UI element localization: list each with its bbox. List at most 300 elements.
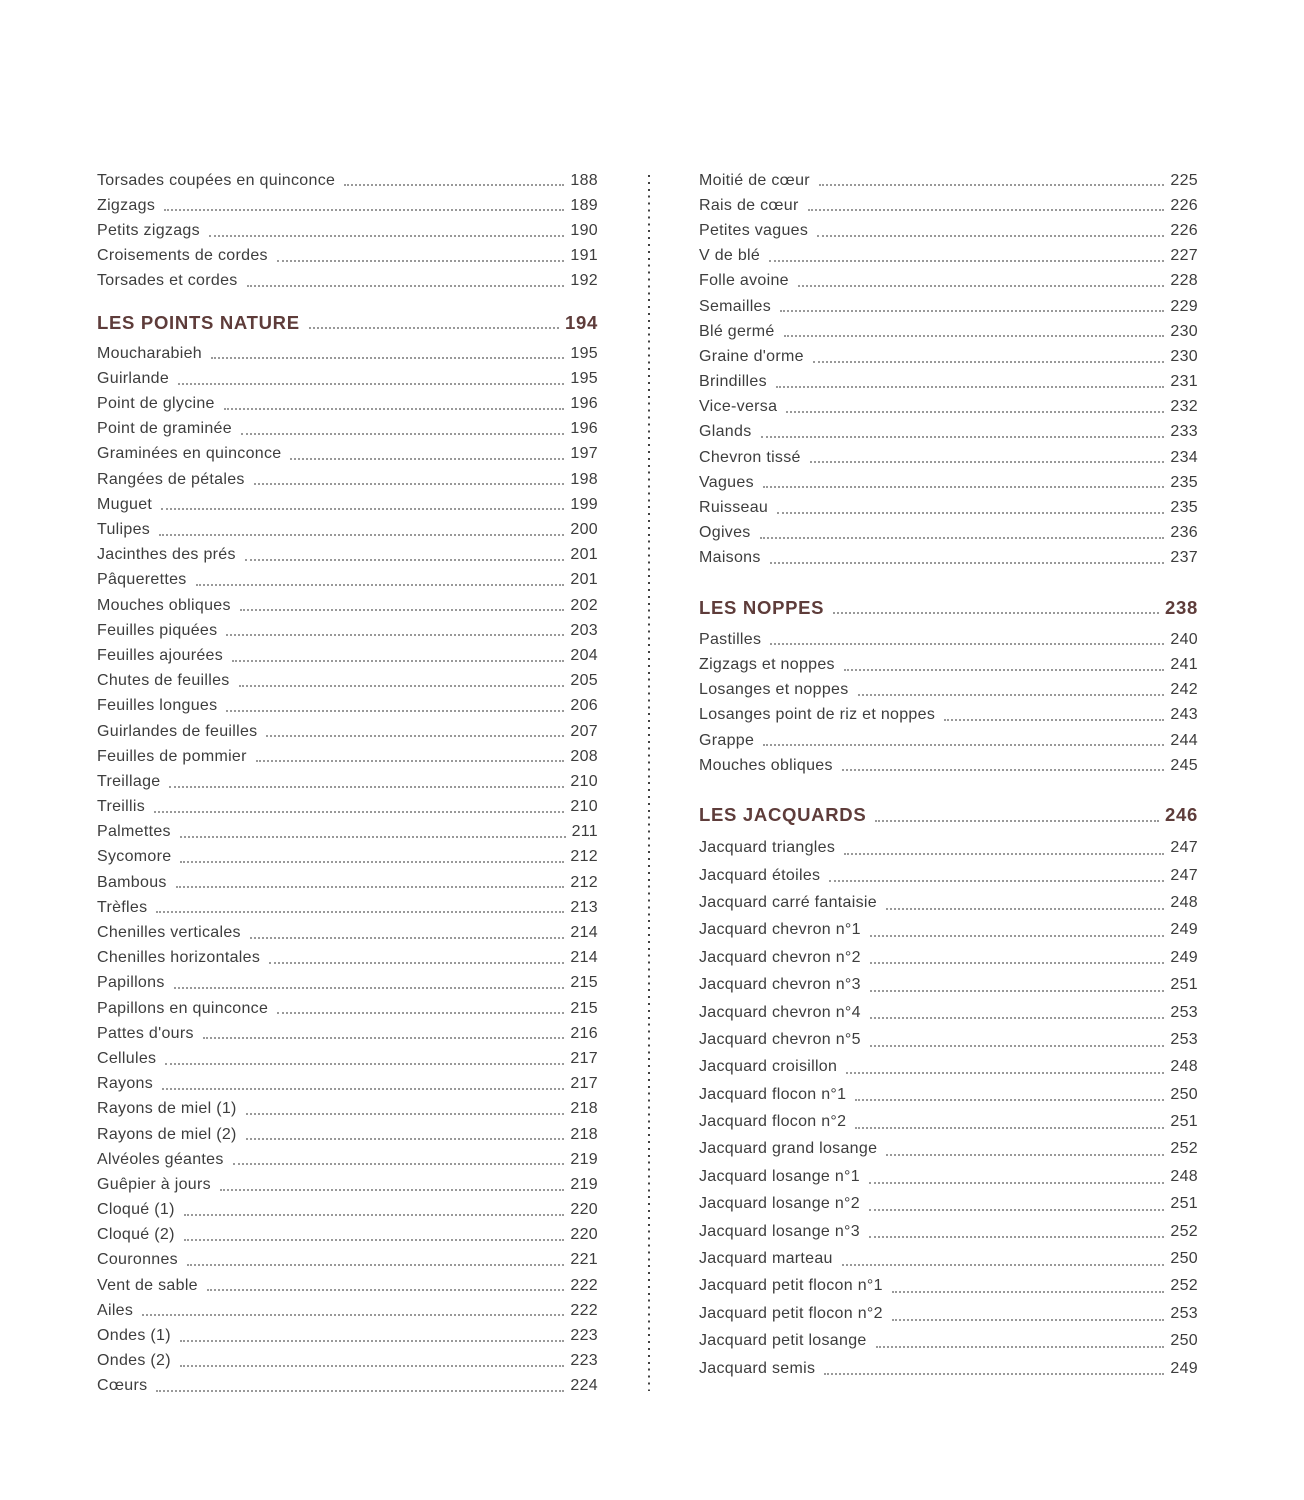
toc-entry <box>699 1273 1198 1300</box>
entry-page-number: 241 <box>1170 655 1198 673</box>
entry-page-number: 228 <box>1170 272 1198 290</box>
entry-label: Treillage <box>97 772 161 790</box>
toc-entry <box>699 971 1198 998</box>
dot-leader <box>180 861 564 863</box>
entry-page-number: 201 <box>570 571 598 589</box>
entry-label: Chevron tissé <box>699 448 801 466</box>
entry-label: Chutes de feuilles <box>97 672 230 690</box>
toc-entry <box>699 835 1198 862</box>
entry-page-number: 219 <box>570 1150 598 1168</box>
toc-entry <box>97 1374 598 1399</box>
entry-page-number: 196 <box>570 395 598 413</box>
entry-label: Maisons <box>699 549 761 567</box>
toc-section <box>97 310 598 1399</box>
toc-entry <box>97 1122 598 1147</box>
entry-label: Jacquard chevron n°1 <box>699 921 861 939</box>
entry-label: Zigzags <box>97 196 156 214</box>
dot-leader <box>870 962 1165 964</box>
entry-label: Cloqué (2) <box>97 1226 175 1244</box>
section-heading-label: LES POINTS NATURE <box>97 311 300 333</box>
entry-label: Grappe <box>699 731 755 749</box>
dot-leader <box>786 411 1164 413</box>
entry-page-number: 223 <box>570 1352 598 1370</box>
entry-label: Croisements de cordes <box>97 247 268 265</box>
dot-leader <box>870 990 1165 992</box>
dot-leader <box>246 1138 565 1140</box>
entry-label: Tulipes <box>97 521 151 539</box>
dot-leader <box>266 735 564 737</box>
toc-entry <box>699 420 1198 445</box>
entry-label: Mouches obliques <box>97 596 231 614</box>
toc-entry <box>97 366 598 391</box>
dot-leader <box>761 436 1165 438</box>
dot-leader <box>344 184 564 186</box>
toc-entry <box>97 1147 598 1172</box>
entry-page-number: 222 <box>570 1276 598 1294</box>
entry-page-number: 204 <box>570 646 598 664</box>
toc-entry <box>97 218 598 243</box>
dot-leader <box>858 694 1165 696</box>
entry-label: Jacquard chevron n°3 <box>699 976 861 994</box>
entry-page-number: 218 <box>570 1125 598 1143</box>
dot-leader <box>187 1264 564 1266</box>
dot-leader <box>239 685 565 687</box>
entry-label: Blé germé <box>699 322 775 340</box>
toc-entry <box>699 1136 1198 1163</box>
dot-leader <box>808 209 1165 211</box>
toc-entry <box>97 618 598 643</box>
dot-leader <box>824 1373 1164 1375</box>
entry-page-number: 217 <box>570 1075 598 1093</box>
toc-entry <box>699 652 1198 677</box>
entry-label: Rangées de pétales <box>97 470 245 488</box>
toc-entry <box>97 392 598 417</box>
entry-label: Bambous <box>97 873 167 891</box>
entry-page-number: 235 <box>1170 499 1198 517</box>
dot-leader <box>161 508 564 510</box>
toc-entry <box>699 1108 1198 1135</box>
entry-page-number: 248 <box>1170 1167 1198 1185</box>
toc-entry <box>97 1273 598 1298</box>
toc-entry <box>97 417 598 442</box>
dot-leader <box>176 886 565 888</box>
dot-leader <box>277 1012 564 1014</box>
entry-page-number: 223 <box>570 1327 598 1345</box>
toc-column-right <box>699 168 1198 1382</box>
entry-label: Papillons <box>97 974 165 992</box>
entry-page-number: 232 <box>1170 398 1198 416</box>
entry-label: Pâquerettes <box>97 571 187 589</box>
entry-label: Feuilles ajourées <box>97 646 224 664</box>
entry-label: Papillons en quinconce <box>97 999 269 1017</box>
dot-leader <box>142 1314 564 1316</box>
entry-page-number: 216 <box>570 1024 598 1042</box>
dot-leader <box>869 1236 1164 1238</box>
toc-entry <box>699 1026 1198 1053</box>
toc-section-heading <box>699 595 1198 620</box>
dot-leader <box>842 1264 1165 1266</box>
entry-label: Jacquard semis <box>699 1359 816 1377</box>
toc-entry <box>699 1054 1198 1081</box>
toc-entry <box>699 1355 1198 1382</box>
dot-leader <box>240 609 565 611</box>
dot-leader <box>156 911 564 913</box>
entry-label: Feuilles longues <box>97 697 218 715</box>
dot-leader <box>844 853 1164 855</box>
entry-page-number: 195 <box>570 344 598 362</box>
section-heading-page-number: 246 <box>1165 803 1198 825</box>
entry-label: Jacquard étoiles <box>699 866 821 884</box>
entry-page-number: 215 <box>570 974 598 992</box>
entry-label: Mouches obliques <box>699 756 833 774</box>
entry-page-number: 215 <box>570 999 598 1017</box>
entry-label: Rayons de miel (1) <box>97 1100 237 1118</box>
toc-entry <box>97 1046 598 1071</box>
dot-leader <box>770 562 1165 564</box>
toc-entry <box>699 917 1198 944</box>
entry-label: Ruisseau <box>699 499 769 517</box>
dot-leader <box>810 461 1165 463</box>
toc-entry <box>97 769 598 794</box>
toc-entry <box>97 517 598 542</box>
entry-page-number: 236 <box>1170 524 1198 542</box>
toc-entry <box>97 971 598 996</box>
toc-entry <box>97 1323 598 1348</box>
entry-label: Chenilles horizontales <box>97 949 261 967</box>
entry-page-number: 248 <box>1170 1058 1198 1076</box>
entry-page-number: 198 <box>570 470 598 488</box>
entry-page-number: 251 <box>1170 1113 1198 1131</box>
toc-entry <box>699 269 1198 294</box>
entry-page-number: 192 <box>570 272 598 290</box>
entry-label: Trèfles <box>97 898 148 916</box>
dot-leader <box>892 1319 1165 1321</box>
toc-entry <box>699 753 1198 778</box>
entry-page-number: 210 <box>570 772 598 790</box>
entry-label: Ogives <box>699 524 751 542</box>
entry-label: Vice-versa <box>699 398 778 416</box>
dot-leader <box>154 811 564 813</box>
toc-entry <box>699 862 1198 889</box>
entry-page-number: 189 <box>570 196 598 214</box>
dot-leader <box>178 383 564 385</box>
entry-label: Vagues <box>699 473 754 491</box>
entry-page-number: 250 <box>1170 1250 1198 1268</box>
toc-entry <box>97 820 598 845</box>
entry-label: Palmettes <box>97 823 171 841</box>
toc-entry <box>699 1163 1198 1190</box>
toc-entry <box>699 1245 1198 1272</box>
dot-leader <box>277 260 565 262</box>
dot-leader <box>776 386 1164 388</box>
dot-leader <box>846 1072 1164 1074</box>
dot-leader <box>780 310 1164 312</box>
dot-leader <box>247 285 565 287</box>
toc-entry <box>97 1072 598 1097</box>
dot-leader <box>290 458 564 460</box>
entry-page-number: 230 <box>1170 347 1198 365</box>
entry-label: Jacquard croisillon <box>699 1058 838 1076</box>
entry-label: Rayons de miel (2) <box>97 1125 237 1143</box>
toc-entry <box>97 643 598 668</box>
toc-entry <box>699 395 1198 420</box>
entry-page-number: 253 <box>1170 1304 1198 1322</box>
dot-leader <box>196 584 565 586</box>
entry-label: Jacinthes des prés <box>97 546 236 564</box>
entry-page-number: 201 <box>570 546 598 564</box>
entry-label: Jacquard flocon n°2 <box>699 1113 847 1131</box>
dot-leader <box>224 408 565 410</box>
toc-entry <box>97 341 598 366</box>
toc-entry <box>699 678 1198 703</box>
dot-leader <box>763 744 1164 746</box>
toc-section <box>699 168 1198 571</box>
entry-label: Guirlande <box>97 369 170 387</box>
entry-page-number: 188 <box>570 171 598 189</box>
entry-page-number: 233 <box>1170 423 1198 441</box>
entry-label: Muguet <box>97 495 153 513</box>
entry-page-number: 245 <box>1170 756 1198 774</box>
dot-leader <box>870 1017 1165 1019</box>
dot-leader <box>870 935 1165 937</box>
dot-leader <box>855 1099 1164 1101</box>
toc-entry <box>97 1021 598 1046</box>
dot-leader <box>813 361 1165 363</box>
entry-page-number: 250 <box>1170 1085 1198 1103</box>
entry-page-number: 219 <box>570 1175 598 1193</box>
dot-leader <box>211 357 564 359</box>
dot-leader <box>184 1214 565 1216</box>
entry-label: Glands <box>699 423 752 441</box>
toc-entry <box>97 1248 598 1273</box>
entry-page-number: 226 <box>1170 221 1198 239</box>
toc-entry <box>97 1349 598 1374</box>
toc-entry <box>699 470 1198 495</box>
entry-label: Cœurs <box>97 1377 148 1395</box>
toc-section-heading <box>699 802 1198 827</box>
entry-label: Losanges point de riz et noppes <box>699 706 936 724</box>
entry-label: Jacquard petit flocon n°2 <box>699 1304 883 1322</box>
entry-page-number: 221 <box>570 1251 598 1269</box>
dot-leader <box>256 760 565 762</box>
entry-page-number: 217 <box>570 1049 598 1067</box>
entry-page-number: 214 <box>570 949 598 967</box>
entry-label: Jacquard chevron n°4 <box>699 1003 861 1021</box>
toc-entry <box>699 218 1198 243</box>
section-heading-label: LES NOPPES <box>699 596 825 618</box>
toc-entry <box>699 521 1198 546</box>
entry-page-number: 242 <box>1170 681 1198 699</box>
dot-leader <box>855 1127 1164 1129</box>
toc-entry <box>97 1298 598 1323</box>
dot-leader <box>944 719 1164 721</box>
dot-leader <box>886 1154 1164 1156</box>
entry-label: Point de glycine <box>97 395 215 413</box>
toc-entry <box>97 442 598 467</box>
dot-leader <box>870 1045 1165 1047</box>
dot-leader <box>784 335 1165 337</box>
dot-leader <box>241 433 564 435</box>
entry-page-number: 195 <box>570 369 598 387</box>
entry-label: Jacquard losange n°3 <box>699 1222 860 1240</box>
dot-leader <box>245 559 565 561</box>
dot-leader <box>763 486 1165 488</box>
dot-leader <box>869 1209 1164 1211</box>
toc-entry <box>699 889 1198 916</box>
entry-page-number: 252 <box>1170 1140 1198 1158</box>
toc-entry <box>97 669 598 694</box>
entry-page-number: 212 <box>570 873 598 891</box>
toc-entry <box>97 492 598 517</box>
toc-entry <box>97 1172 598 1197</box>
toc-column-left <box>97 168 598 1399</box>
dot-leader <box>207 1289 565 1291</box>
dot-leader <box>886 908 1164 910</box>
entry-page-number: 224 <box>570 1377 598 1395</box>
entry-label: Brindilles <box>699 373 767 391</box>
entry-label: Pattes d'ours <box>97 1024 194 1042</box>
entry-label: Petites vagues <box>699 221 809 239</box>
dot-leader <box>798 285 1165 287</box>
dot-leader <box>892 1291 1165 1293</box>
toc-entry <box>97 568 598 593</box>
dot-leader <box>180 1365 565 1367</box>
entry-label: Torsades et cordes <box>97 272 238 290</box>
entry-page-number: 203 <box>570 621 598 639</box>
entry-page-number: 229 <box>1170 297 1198 315</box>
entry-label: Rais de cœur <box>699 196 799 214</box>
entry-label: Jacquard losange n°1 <box>699 1167 860 1185</box>
entry-page-number: 225 <box>1170 171 1198 189</box>
entry-page-number: 197 <box>570 445 598 463</box>
entry-label: Rayons <box>97 1075 154 1093</box>
toc-entry <box>97 1198 598 1223</box>
toc-entry <box>97 996 598 1021</box>
entry-label: Jacquard carré fantaisie <box>699 893 877 911</box>
entry-label: Sycomore <box>97 848 172 866</box>
toc-section <box>699 595 1198 778</box>
dot-leader <box>164 209 564 211</box>
toc-section <box>97 168 598 294</box>
toc-entry <box>699 1218 1198 1245</box>
toc-entry <box>699 168 1198 193</box>
entry-page-number: 230 <box>1170 322 1198 340</box>
dot-leader <box>309 327 559 329</box>
dot-leader <box>220 1189 565 1191</box>
entry-label: Ailes <box>97 1301 134 1319</box>
entry-page-number: 235 <box>1170 473 1198 491</box>
entry-label: Torsades coupées en quinconce <box>97 171 336 189</box>
entry-label: Jacquard grand losange <box>699 1140 878 1158</box>
entry-page-number: 234 <box>1170 448 1198 466</box>
entry-label: Petits zigzags <box>97 221 200 239</box>
entry-page-number: 240 <box>1170 630 1198 648</box>
dot-leader <box>174 987 565 989</box>
entry-label: Ondes (2) <box>97 1352 171 1370</box>
dot-leader <box>180 836 566 838</box>
dot-leader <box>169 786 564 788</box>
toc-entry <box>699 193 1198 218</box>
toc-entry <box>699 1191 1198 1218</box>
toc-entry <box>699 370 1198 395</box>
entry-label: Jacquard chevron n°5 <box>699 1030 861 1048</box>
entry-page-number: 247 <box>1170 839 1198 857</box>
entry-page-number: 253 <box>1170 1030 1198 1048</box>
entry-page-number: 222 <box>570 1301 598 1319</box>
entry-label: Graine d'orme <box>699 347 804 365</box>
section-heading-label: LES JACQUARDS <box>699 803 867 825</box>
toc-entry <box>699 294 1198 319</box>
entry-label: Ondes (1) <box>97 1327 171 1345</box>
dot-leader <box>226 634 564 636</box>
toc-entry <box>97 719 598 744</box>
dot-leader <box>269 962 564 964</box>
entry-label: Semailles <box>699 297 772 315</box>
toc-entry <box>97 543 598 568</box>
entry-label: Cloqué (1) <box>97 1201 175 1219</box>
toc-entry <box>699 1081 1198 1108</box>
entry-page-number: 218 <box>570 1100 598 1118</box>
entry-page-number: 206 <box>570 697 598 715</box>
toc-entry <box>97 269 598 294</box>
entry-page-number: 199 <box>570 495 598 513</box>
dot-leader <box>844 669 1165 671</box>
entry-label: Jacquard marteau <box>699 1250 833 1268</box>
entry-page-number: 253 <box>1170 1003 1198 1021</box>
entry-page-number: 244 <box>1170 731 1198 749</box>
toc-entry <box>97 845 598 870</box>
toc-entry <box>699 445 1198 470</box>
toc-entry <box>97 1097 598 1122</box>
entry-label: Feuilles de pommier <box>97 747 247 765</box>
entry-label: Couronnes <box>97 1251 178 1269</box>
entry-label: Folle avoine <box>699 272 789 290</box>
entry-label: Zigzags et noppes <box>699 655 835 673</box>
entry-page-number: 249 <box>1170 948 1198 966</box>
entry-page-number: 247 <box>1170 866 1198 884</box>
toc-entry <box>97 744 598 769</box>
dot-leader <box>180 1340 565 1342</box>
toc-entry <box>699 546 1198 571</box>
entry-label: Treillis <box>97 798 146 816</box>
entry-page-number: 202 <box>570 596 598 614</box>
dot-leader <box>250 937 565 939</box>
toc-entry <box>699 344 1198 369</box>
entry-label: Jacquard chevron n°2 <box>699 948 861 966</box>
dot-leader <box>760 537 1165 539</box>
entry-page-number: 249 <box>1170 921 1198 939</box>
entry-label: Point de graminée <box>97 420 232 438</box>
entry-page-number: 231 <box>1170 373 1198 391</box>
entry-page-number: 252 <box>1170 1277 1198 1295</box>
entry-page-number: 191 <box>570 247 598 265</box>
entry-page-number: 237 <box>1170 549 1198 567</box>
entry-label: Chenilles verticales <box>97 924 241 942</box>
dot-leader <box>233 1163 565 1165</box>
toc-entry <box>699 319 1198 344</box>
toc-entry <box>97 168 598 193</box>
dot-leader <box>184 1239 565 1241</box>
entry-label: Guêpier à jours <box>97 1175 211 1193</box>
toc-entry <box>699 244 1198 269</box>
toc-entry <box>699 703 1198 728</box>
entry-label: Pastilles <box>699 630 762 648</box>
toc-entry <box>97 1223 598 1248</box>
entry-page-number: 248 <box>1170 893 1198 911</box>
entry-label: Graminées en quinconce <box>97 445 282 463</box>
entry-page-number: 251 <box>1170 976 1198 994</box>
entry-label: Cellules <box>97 1049 157 1067</box>
